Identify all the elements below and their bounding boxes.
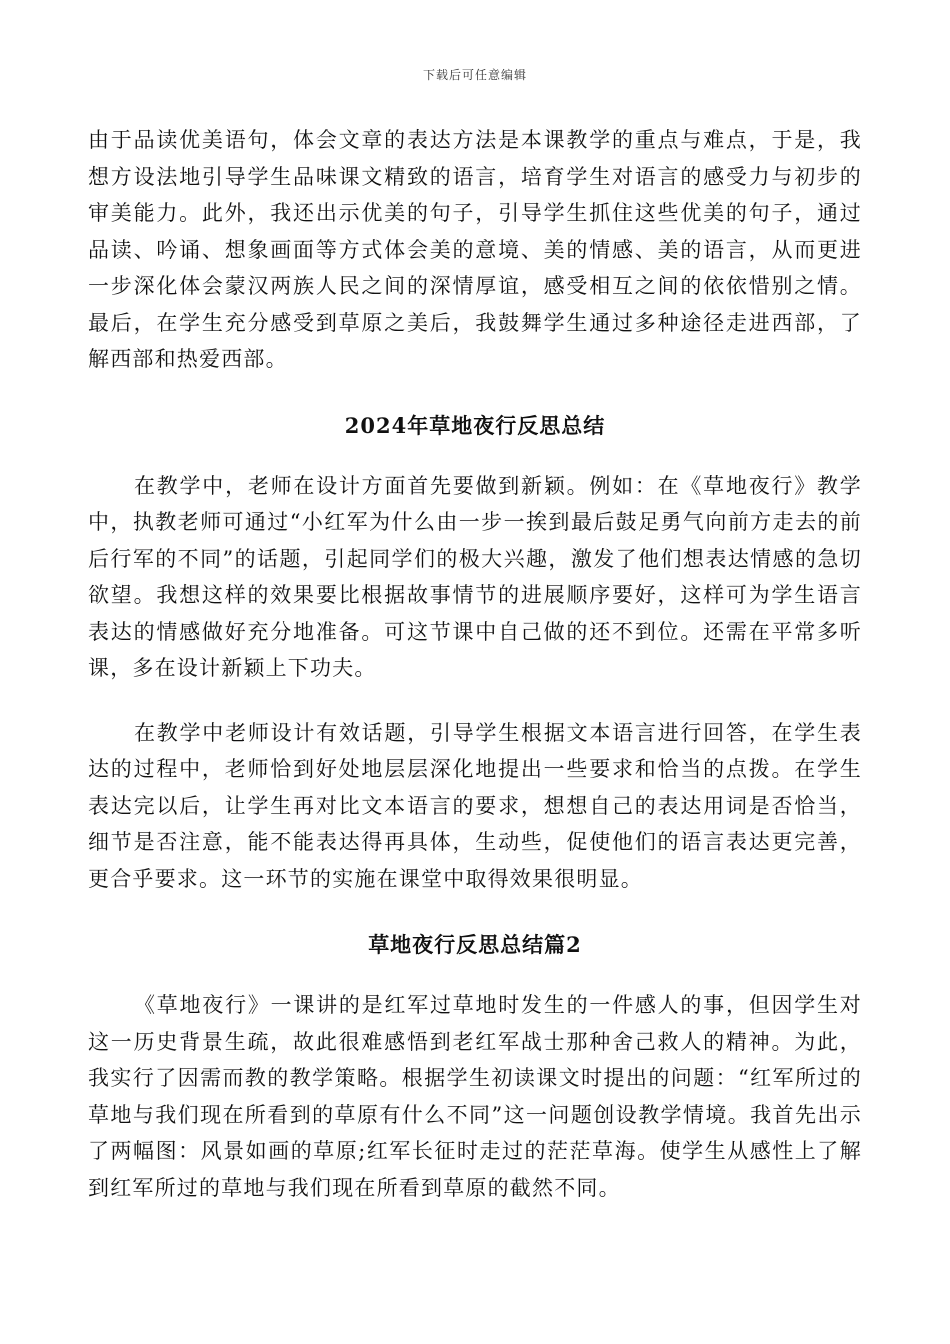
header-note: 下载后可任意编辑	[422, 68, 527, 82]
section-title-1: 2024年草地夜行反思总结	[344, 412, 606, 438]
intro-paragraph: 由于品读优美语句，体会文章的表达方法是本课教学的重点与难点，于是，我想方设法地引导学生品味课文精致的语言，培育学生对语言的感受力与初步的审美能力。此外，我还出示优美的句子，引导学生抓住这些优美的句子，通过品读、吟诵、想象画面等方式体会美的意境、美的情感、美的语言，从而更进一步深化体会蒙汉两族人民之间的深情厚谊，感受相互之间的依依惜别之情。最后，在学生充分感受到草原之美后，我鼓舞学生通过多种途径走进西部，了解西部和热爱西部。	[88, 128, 862, 371]
section1-paragraph-2: 在教学中老师设计有效话题，引导学生根据文本语言进行回答，在学生表达的过程中，老师恰到好处地层层深化地提出一些要求和恰当的点拨。在学生表达完以后，让学生再对比文本语言的要求，想想自己的表达用词是否恰当，细节是否注意，能不能表达得再具体，生动些，促使他们的语言表达更完善，更合乎要求。这一环节的实施在课堂中取得效果很明显。	[88, 720, 862, 891]
document-body	[88, 122, 862, 1206]
section1-paragraph-1: 在教学中，老师在设计方面首先要做到新颖。例如：在《草地夜行》教学中，执教老师可通过“小红军为什么由一步一挨到最后鼓足勇气向前方走去的前后行军的不同”的话题，引起同学们的极大兴趣，激发了他们想表达情感的急切欲望。我想这样的效果要比根据故事情节的进展顺序要好，这样可为学生语言表达的情感做好充分地准备。可这节课中自己做的还不到位。还需在平常多听课，多在设计新颖上下功夫。	[88, 473, 862, 680]
section-title-2: 草地夜行反思总结篇2	[368, 932, 582, 957]
section2-paragraph-1: 《草地夜行》一课讲的是红军过草地时发生的一件感人的事，但因学生对这一历史背景生疏，故此很难感悟到老红军战士那种舍己救人的精神。为此，我实行了因需而教的教学策略。根据学生初读课文时提出的问题：“红军所过的草地与我们现在所看到的草原有什么不同”这一问题创设教学情境。我首先出示了两幅图：风景如画的草原;红军长征时走过的茫茫草海。使学生从感性上了解到红军所过的草地与我们现在所看到草原的截然不同。	[88, 993, 862, 1200]
